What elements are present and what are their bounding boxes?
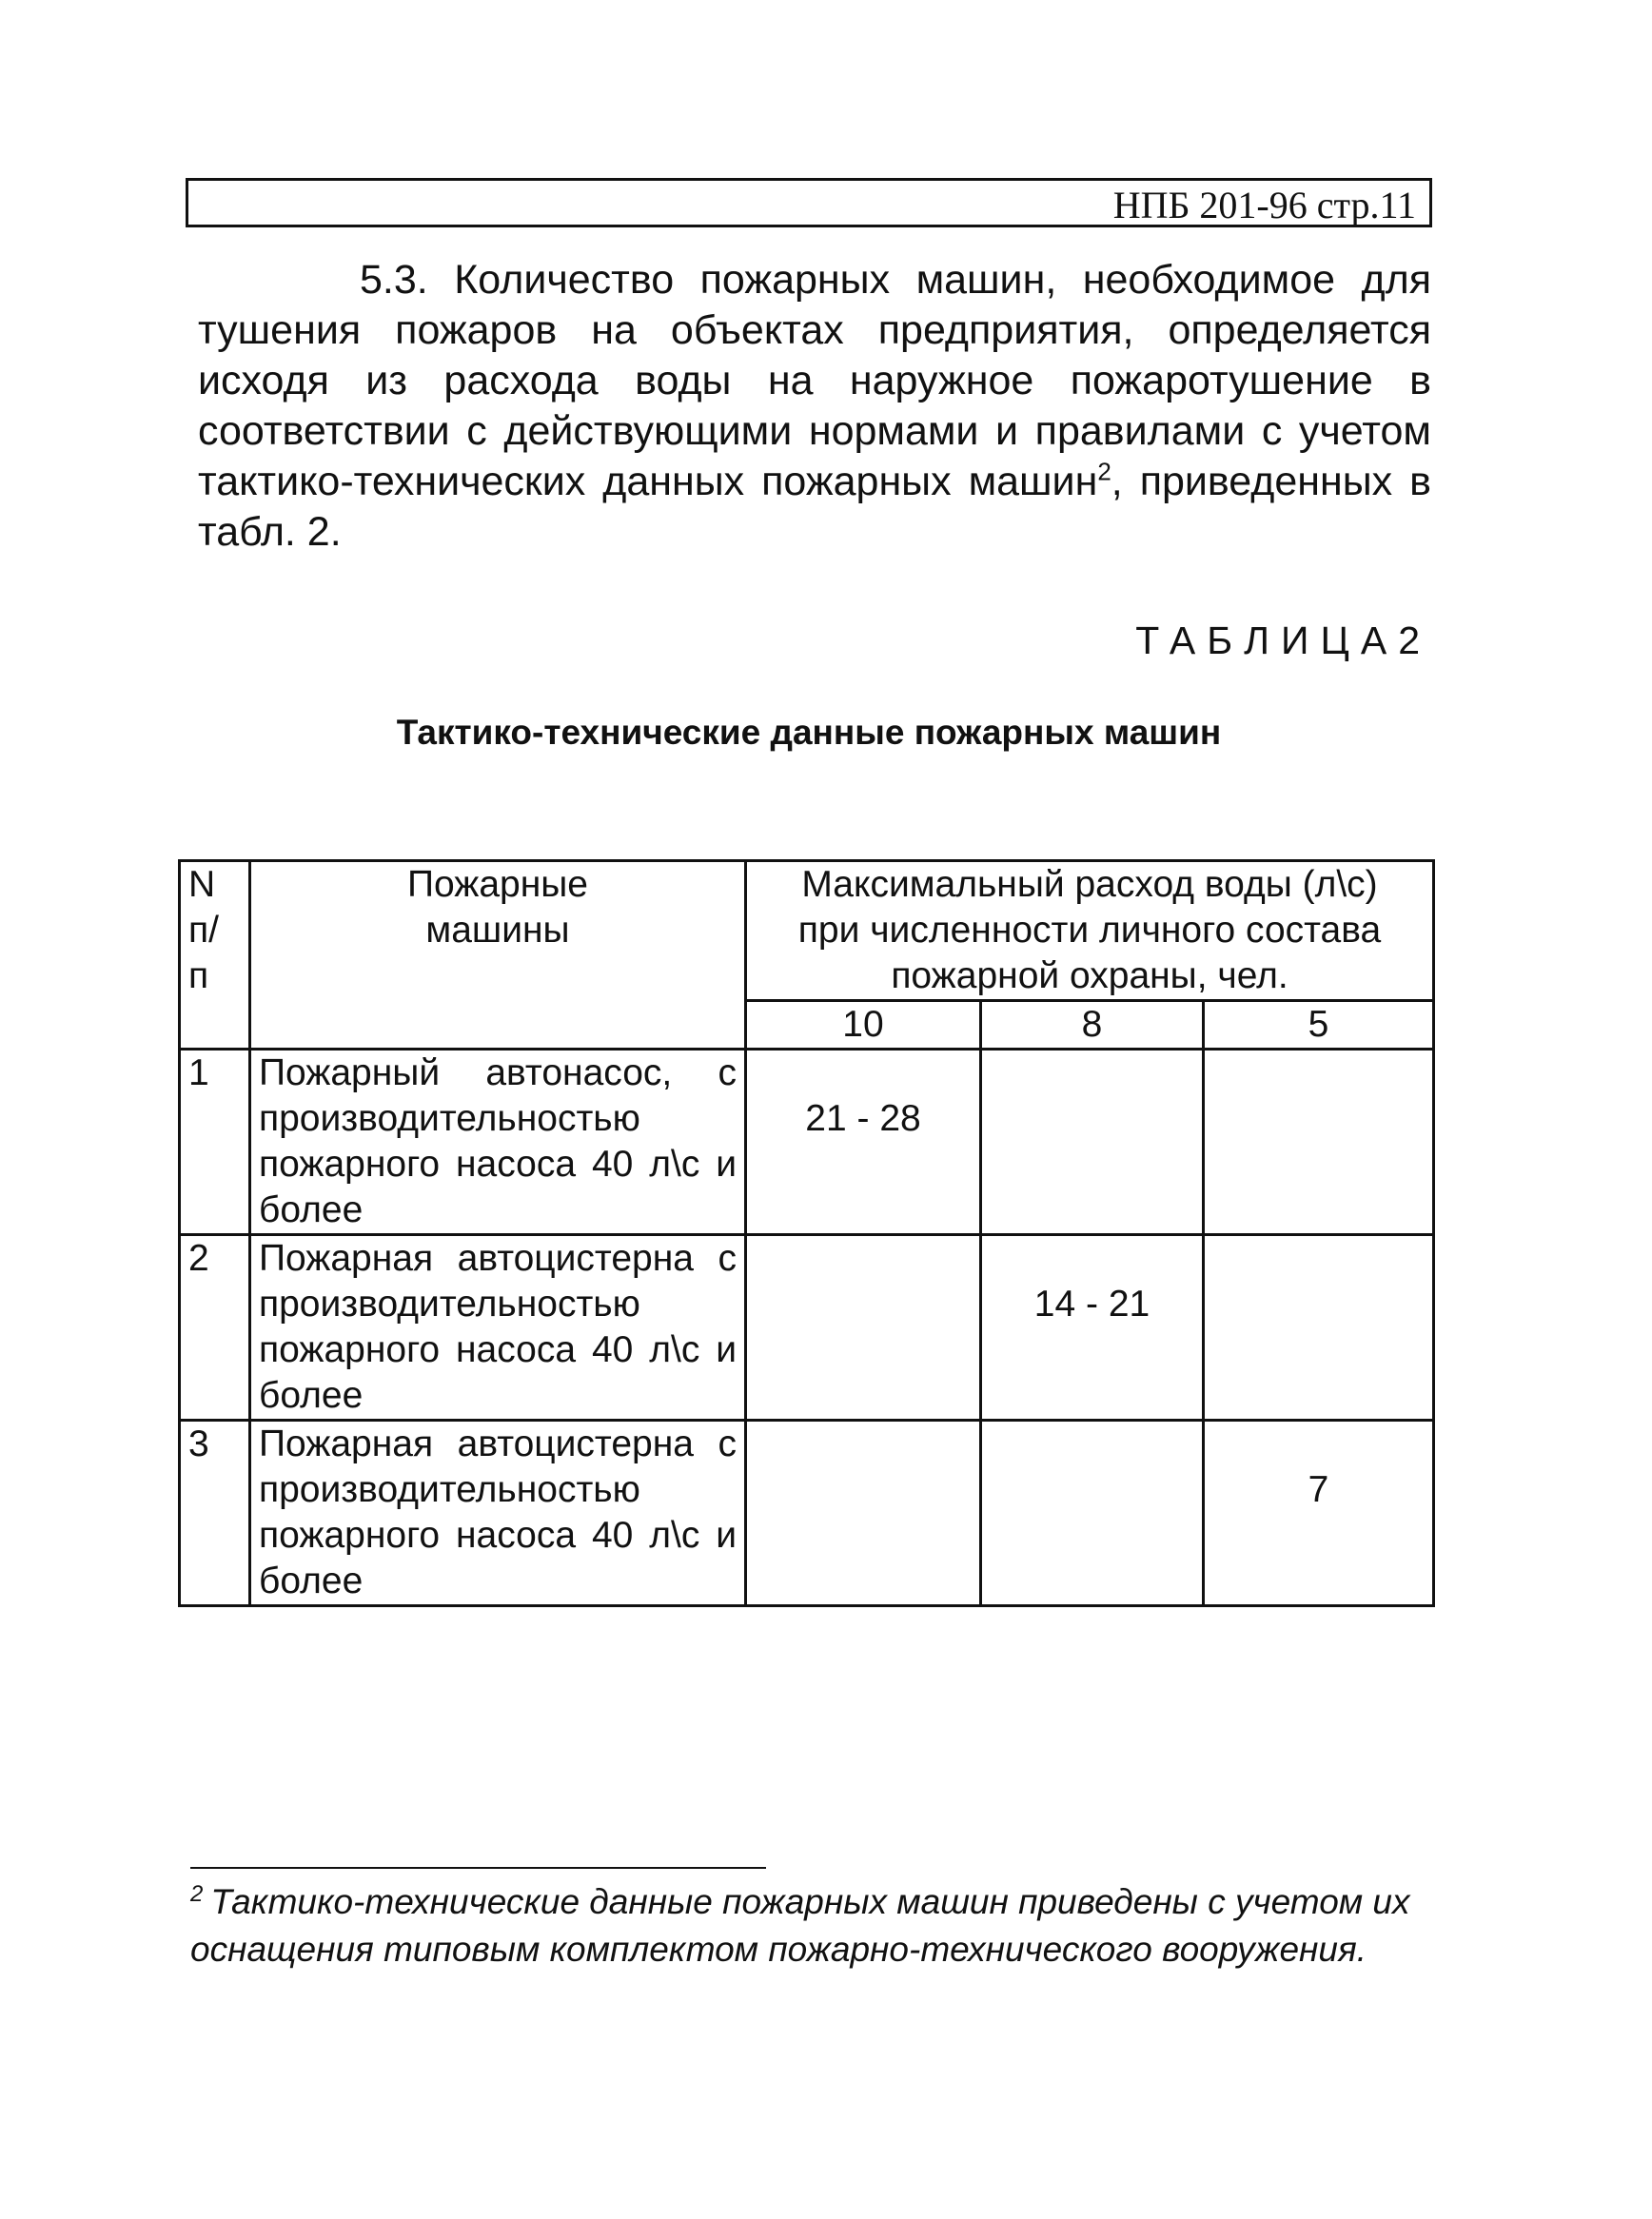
- table-row: [180, 1235, 1434, 1421]
- header-machines-cell: Пожарные машины: [250, 861, 746, 1050]
- row-num: 2: [180, 1235, 250, 1421]
- row-value-crew-5: 7: [1204, 1421, 1434, 1606]
- paragraph-text-end: , приведенных в табл. 2.: [198, 459, 1431, 555]
- footnote: [190, 1878, 1446, 1974]
- crew-size-10: 10: [746, 1001, 981, 1050]
- footnote-text: Тактико-технические данные пожарных машин приведены с учетом их оснащения типовым комплектом пожарно-технического вооружения.: [190, 1882, 1410, 1969]
- row-value-crew-10: [746, 1235, 981, 1421]
- row-num: 3: [180, 1421, 250, 1606]
- row-value-crew-8: [981, 1050, 1204, 1235]
- row-value-crew-10: [746, 1421, 981, 1606]
- table-row: [180, 1421, 1434, 1606]
- row-value-crew-5: [1204, 1050, 1434, 1235]
- footnote-mark: 2: [190, 1880, 204, 1907]
- paragraph-text: 5.3. Количество пожарных машин, необходимое для тушения пожаров на объектах предприятия, определяется исходя из расхода воды на наружное пожаротушение в соответствии с действующими нормами и правилами с учетом тактико-технических данных пожарных машин: [198, 257, 1431, 504]
- table-header-row: [180, 861, 1434, 1001]
- table-row: [180, 1050, 1434, 1235]
- footnote-reference[interactable]: 2: [1097, 457, 1111, 486]
- page-header-text: НПБ 201-96 стр.11: [1112, 184, 1416, 226]
- row-value-crew-5: [1204, 1235, 1434, 1421]
- row-value-crew-8: 14 - 21: [981, 1235, 1204, 1421]
- footnote-divider: [190, 1867, 766, 1869]
- row-value-crew-8: [981, 1421, 1204, 1606]
- header-num-cell: N п/ п: [180, 861, 250, 1050]
- row-num: 1: [180, 1050, 250, 1235]
- crew-size-8: 8: [981, 1001, 1204, 1050]
- crew-size-5: 5: [1204, 1001, 1434, 1050]
- row-machine: Пожарный автонасос, с производительностью пожарного насоса 40 л\с и более: [250, 1050, 746, 1235]
- fire-trucks-table: [178, 859, 1435, 1607]
- row-value-crew-10: 21 - 28: [746, 1050, 981, 1235]
- table-title: Тактико-технические данные пожарных машин: [396, 713, 1222, 752]
- table-caption: ТАБЛИЦА2: [1135, 619, 1431, 662]
- row-machine: Пожарная автоцистерна с производительностью пожарного насоса 40 л\с и более: [250, 1421, 746, 1606]
- header-flow-cell: Максимальный расход воды (л\с) при численности личного состава пожарной охраны, чел.: [746, 861, 1434, 1001]
- paragraph-5-3: [198, 255, 1431, 558]
- row-machine: Пожарная автоцистерна с производительностью пожарного насоса 40 л\с и более: [250, 1235, 746, 1421]
- page-header-box: [186, 178, 1432, 227]
